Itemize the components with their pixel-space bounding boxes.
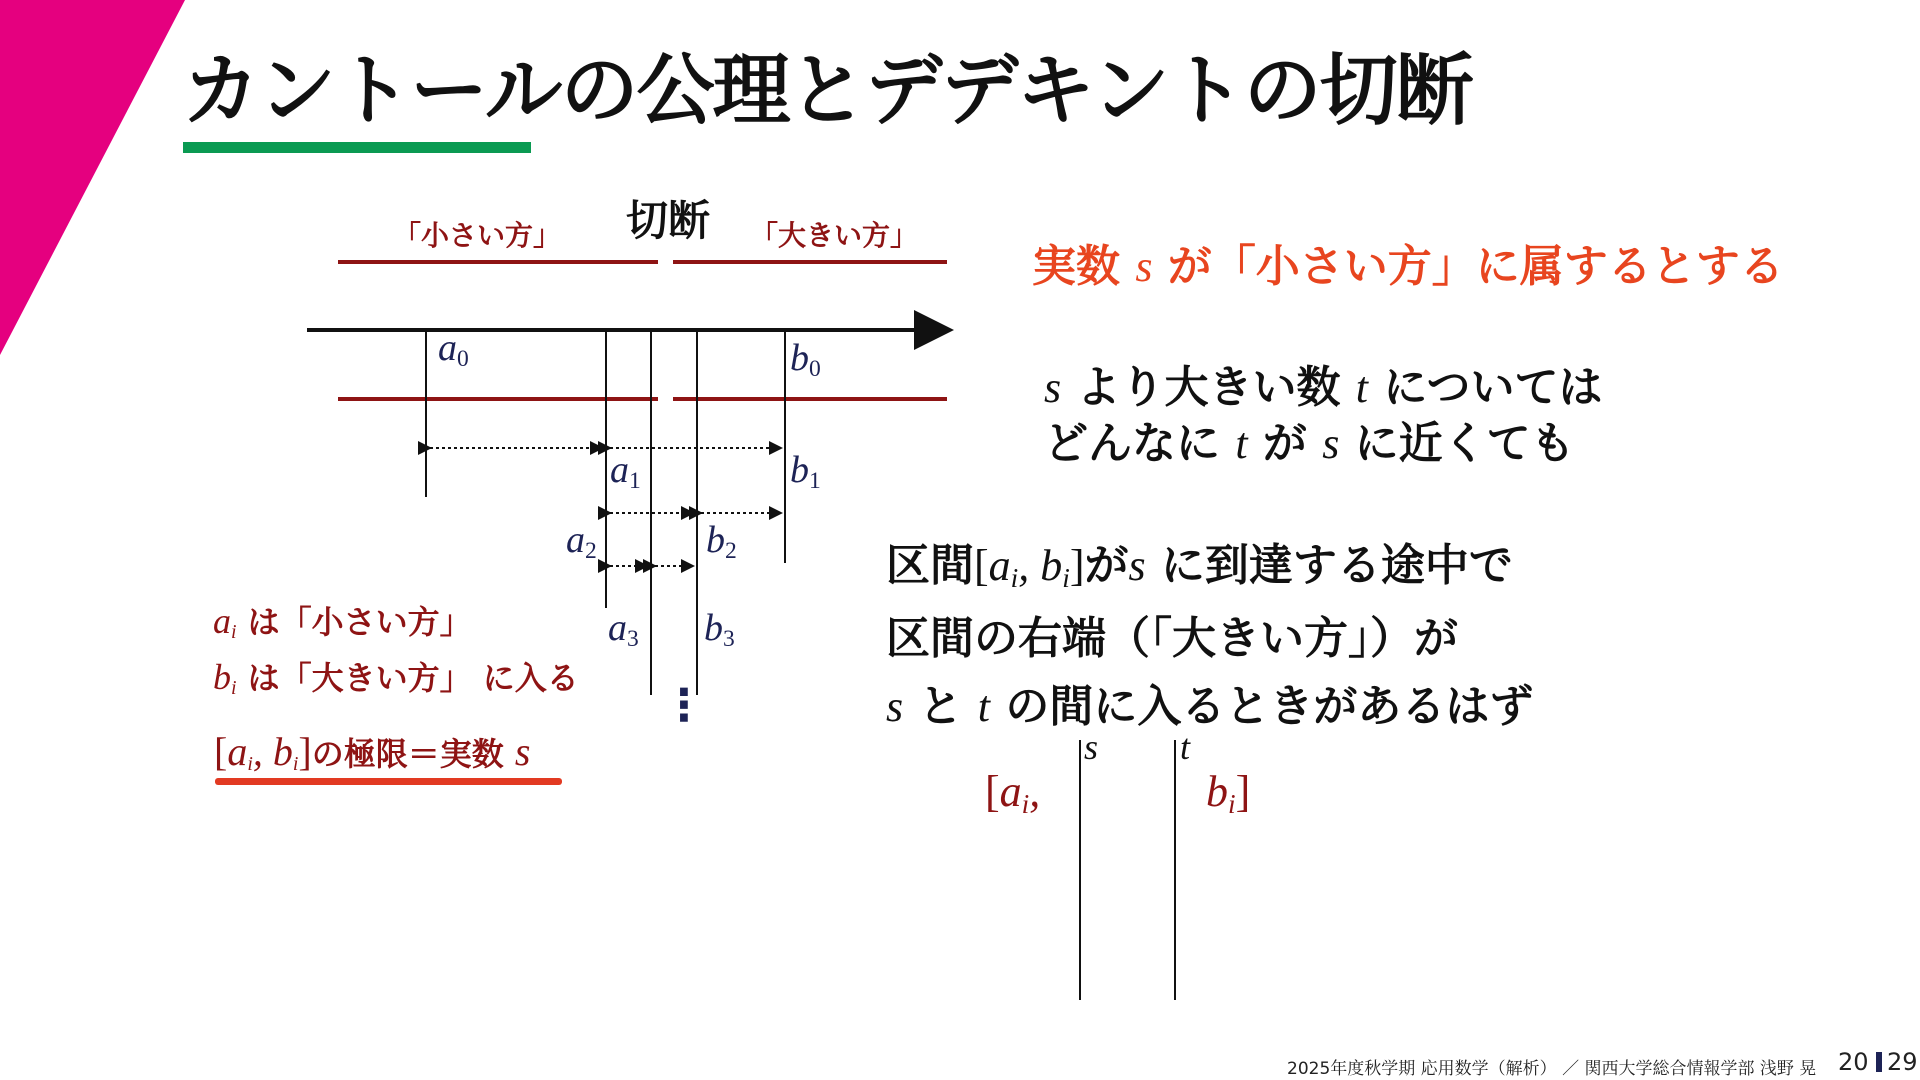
ai-note-line: ai は「小さい方」: [213, 601, 472, 643]
para1-line1: s より大きい数 t については: [1044, 362, 1603, 413]
fig-label-t: t: [1180, 727, 1191, 767]
label-cut: 切断: [626, 196, 711, 245]
label-large-side: 「大きい方」: [750, 219, 919, 252]
para1-line2: どんなに t が s に近くても: [1044, 418, 1575, 469]
page-total: 29: [1887, 1048, 1918, 1076]
point-label-a0: a0: [438, 327, 469, 372]
point-label-b1: b1: [790, 449, 821, 494]
limit-highlight-underline: [215, 778, 562, 785]
paragraph-any-t: [1044, 360, 1602, 472]
assumption-statement: 実数 s が「小さい方」に属するとする: [1032, 241, 1784, 292]
point-label-a2: a2: [566, 519, 597, 564]
fig-label-bi: bi]: [1206, 767, 1251, 819]
para2-line3: s と t の間に入るときがあるはず: [886, 681, 1534, 732]
point-label-b0: b0: [790, 337, 821, 382]
paragraph-interval: [886, 532, 1533, 741]
footer-course-info: 2025年度秋学期 応用数学（解析） ／ 関西大学総合情報学部 浅野 晃: [1287, 1059, 1817, 1079]
page-separator: [1876, 1052, 1882, 1072]
label-small-side: 「小さい方」: [393, 219, 562, 252]
fig-label-ai: [ai,: [985, 767, 1041, 819]
sequence-note: [213, 596, 579, 708]
point-label-a3: a3: [608, 607, 639, 652]
fig-label-s: s: [1084, 727, 1099, 767]
limit-note: [ai, bi]の極限＝実数 s: [214, 729, 531, 775]
bi-note-line: bi は「大きい方」 に入る: [213, 657, 579, 699]
page-number: 20: [1838, 1048, 1869, 1076]
point-label-a1: a1: [610, 449, 641, 494]
ellipsis: ⋮: [662, 680, 706, 731]
para2-line1: 区間[ai, bi]がs に到達する途中で: [886, 540, 1513, 593]
point-label-b2: b2: [706, 519, 737, 564]
point-label-b3: b3: [704, 607, 735, 652]
para2-line2: 区間の右端（「大きい方」）が: [886, 613, 1458, 664]
slide-title: カントールの公理とデデキントの切断: [182, 46, 1472, 136]
